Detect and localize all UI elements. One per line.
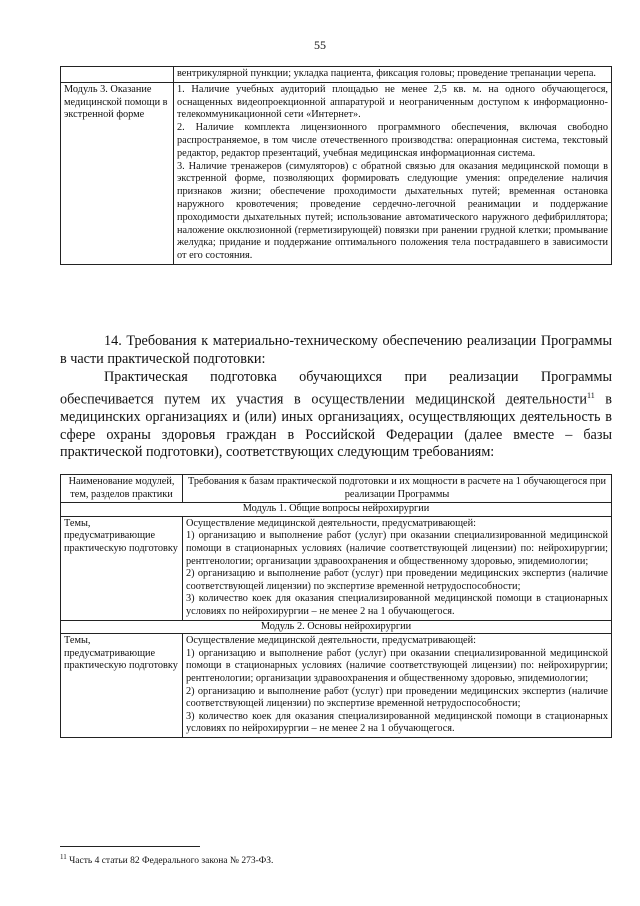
table-row — [61, 634, 612, 738]
requirement-line: 2) организацию и выполнение работ (услуг) при проведении медицинских экспертиз (наличие соответствующей лицензии) по экспертизе временной нетрудоспособности; — [186, 685, 608, 710]
paragraph-text-end: в медицинских организациях и (или) иных организациях, осуществляющих деятельность в сфере охраны здоровья граждан в Российской Федерации (далее вместе – базы практической подготовки), соответствующих следующим требованиям: — [60, 391, 612, 461]
table-cell-empty — [61, 67, 174, 83]
section-heading-text: 14. Требования к материально-техническому обеспечению реализации Программы в части практической подготовки: — [60, 333, 612, 367]
requirement-line: 3) количество коек для оказания специализированной медицинской помощи в стационарных условиях по нейрохирургии – не менее 2 на 1 обучающегося. — [186, 593, 608, 617]
table-header-row — [61, 475, 612, 503]
footnote-divider — [60, 846, 200, 847]
requirements-table-continued — [60, 66, 612, 265]
module-2-requirements — [183, 634, 612, 738]
footnote-reference: 11 — [586, 390, 595, 400]
requirement-item: 1. Наличие учебных аудиторий площадью не менее 2,5 кв. м. на одного обучающегося, оснащенных видеопроекционной аппаратурой и неограниченным доступом к информационно-телекоммуникационной сети «Интернет». — [177, 83, 608, 121]
requirement-line: 3) количество коек для оказания специализированной медицинской помощи в стационарных условиях по нейрохирургии – не менее 2 на 1 обучающегося. — [186, 710, 608, 735]
requirement-line: Осуществление медицинской деятельности, предусматривающей: — [186, 517, 476, 529]
module-title-row — [61, 620, 612, 634]
requirement-item: 3. Наличие тренажеров (симуляторов) с обратной связью для оказания медицинской помощи в экстренной форме, позволяющих формировать следующие умения: определение наличия признаков жизни; обеспечение проходимости дыхательных путей; временная остановка наружного кровотечения; проведение сердечно-легочной реанимации и поддержание проходимости дыхательных путей; использование автоматического наружного дефибриллятора; наложение окклюзионной (герметизирующей) повязки при ранении грудной клетки; промывание желудка; придание и поддержание оптимального положения тела пострадавшего в зависимости от его состояния. — [177, 160, 608, 262]
footnote — [60, 853, 273, 866]
requirement-line: 2) организацию и выполнение работ (услуг) при проведении медицинских экспертиз (наличие соответствующей лицензии) по экспертизе временной нетрудоспособности; — [186, 568, 608, 592]
requirement-item: 2. Наличие комплекта лицензионного программного обеспечения, включая свободно распространяемое, в том числе отечественного производства: операционная система, текстовый редактор, редактор презентаций, учебная медицинская информационная система. — [177, 122, 608, 159]
section-heading — [60, 333, 612, 368]
requirement-line: 1) организацию и выполнение работ (услуг) при оказании специализированной медицинской помощи в стационарных условиях (наличие соответствующей лицензии) по: нейрохирургии; рентгенологии; организации здравоохранения и общественному здоровью, эпидемиологии; — [186, 530, 608, 567]
table-row — [61, 516, 612, 620]
module-1-topics: Темы, предусматривающие практическую подготовку — [61, 516, 183, 620]
module-2-topics: Темы, предусматривающие практическую подготовку — [61, 634, 183, 738]
module-2-title: Модуль 2. Основы нейрохирургии — [61, 620, 612, 634]
footnote-text: Часть 4 статьи 82 Федерального закона № 273-ФЗ. — [66, 856, 274, 867]
module-3-name: Модуль 3. Оказание медицинской помощи в экстренной форме — [61, 82, 174, 264]
module-3-requirements — [174, 82, 612, 264]
requirement-line: Осуществление медицинской деятельности, предусматривающей: — [186, 635, 476, 647]
header-requirements: Требования к базам практической подготовки и их мощности в расчете на 1 обучающегося при реализации Программы — [183, 475, 612, 503]
footnote-mark: 11 — [60, 853, 67, 861]
table-row — [61, 67, 612, 83]
table-cell-continuation: вентрикулярной пункции; укладка пациента, фиксация головы; проведение трепанации черепа. — [174, 67, 612, 83]
practical-training-table — [60, 474, 612, 738]
section-paragraph — [60, 369, 612, 462]
table-row — [61, 82, 612, 264]
module-1-requirements — [183, 516, 612, 620]
module-title-row — [61, 503, 612, 517]
header-modules: Наименование модулей, тем, разделов практики — [61, 475, 183, 503]
page-number: 55 — [314, 38, 326, 52]
requirement-line: 1) организацию и выполнение работ (услуг) при оказании специализированной медицинской помощи в стационарных условиях (наличие соответствующей лицензии) по: нейрохирургии; рентгенологии; организации здравоохранения и общественному здоровью, эпидемиологии; — [186, 647, 608, 684]
paragraph-text-start: Практическая подготовка обучающихся при реализации Программы обеспечивается путем их участия в осуществлении медицинской деятельности — [60, 369, 612, 408]
module-1-title: Модуль 1. Общие вопросы нейрохирургии — [61, 503, 612, 517]
